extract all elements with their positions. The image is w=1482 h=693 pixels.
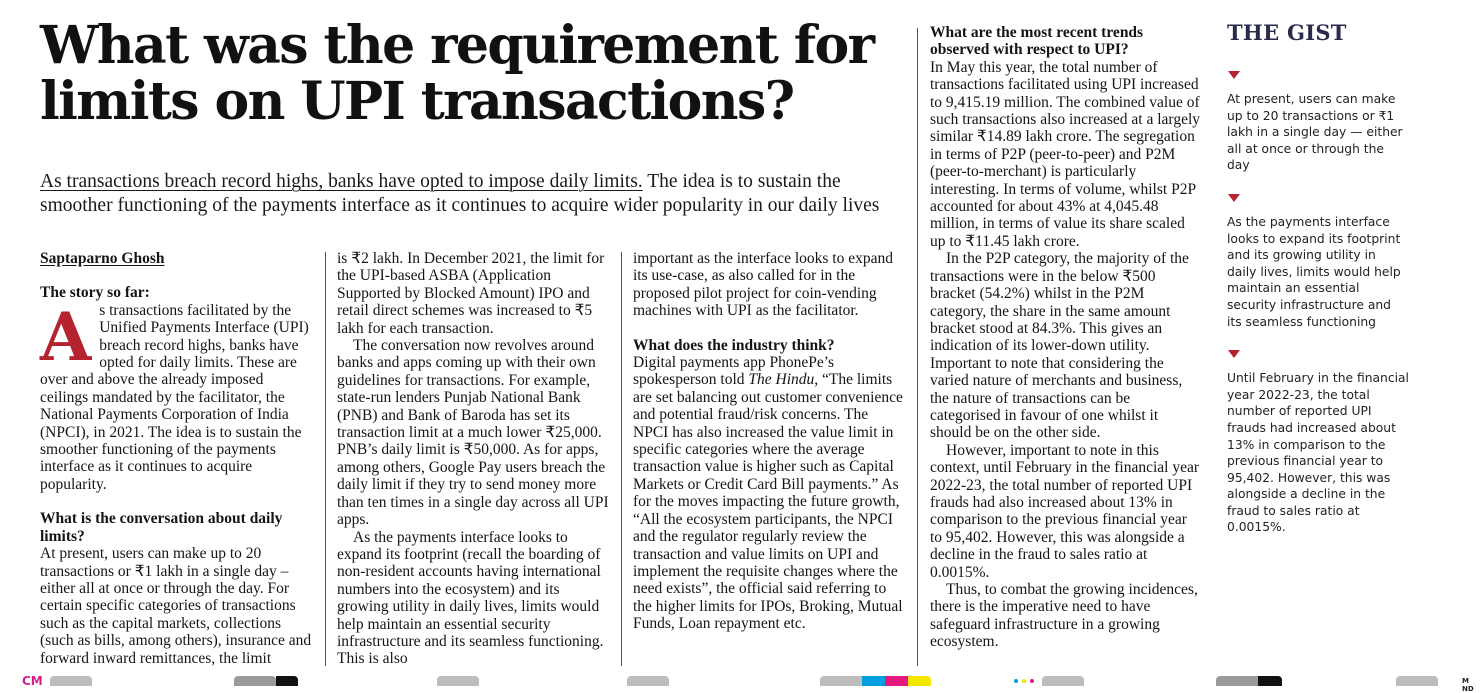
column-2 [337,250,609,668]
paragraph: Thus, to combat the growing incidences, there is the imperative need to have safeguard infrastructure in a growing ecosystem. [930,581,1198,651]
column-4 [930,24,1202,651]
section-heading-daily-limits: What is the conversation about daily limits? [40,510,283,545]
byline[interactable]: Saptaparno Ghosh [40,250,165,267]
print-swatch [1216,676,1258,686]
column-divider [621,252,622,666]
paragraph [633,354,905,633]
edition-mark-label: M ND [1462,677,1474,693]
print-swatch [1042,676,1084,686]
print-swatch-yellow [908,676,931,686]
paragraph: The conversation now revolves around banks and apps coming up with their own guidelines for transactions. For example, state-run lenders Punjab National Bank (PNB) and Bank of Baroda has set its transaction limit at a much lower ₹25,000. PNB’s daily limit is ₹50,000. As for apps, among others, Google Pay users breach the daily limit if they try to send money more than ten times in a single day across all UPI apps. [337,337,609,529]
gist-item: At present, users can make up to 20 transactions or ₹1 lakh in a single day — either all at once or through the day [1227,92,1403,173]
registration-dot [1030,679,1034,683]
print-swatch [1258,676,1282,686]
paragraph: As the payments interface looks to expand its footprint (recall the boarding of non-resident accounts having international numbers into the ecosystem) and its growing utility in daily lives, limits would help maintain an essential security infrastructure and its seamless functioning. This is also [337,528,604,668]
gist-sidebar [1227,20,1409,556]
print-swatch-cyan [862,676,885,686]
column-divider [325,252,326,666]
registration-dot [1022,679,1026,683]
triangle-bullet-icon [1228,71,1240,79]
column-divider [917,28,918,666]
color-mark-label: CM [22,674,43,688]
gist-item: As the payments interface looks to expand its footprint and its growing utility in daily lives, limits would help maintain an essential security infrastructure and its seamless functioning [1227,214,1401,329]
intro-paragraph [40,297,314,493]
print-swatch [627,676,669,686]
paragraph-text: , “The limits are set balancing out customer convenience and potential fraud/risk concerns. The NPCI has also increased the value limit in specific categories where the average transaction value is higher such as Capital Markets or Credit Card Bill payments.” As for the moves impacting the future growth, “All the ecosystem participants, the NPCI and the regulator regularly review the transaction and value limits on UPI and implement the requisite changes where the need exists”, the official said referring to the higher limits for IPOs, Broking, Mutual Funds, Loan repayment etc. [633,371,903,633]
print-swatch [437,676,479,686]
print-swatch [50,676,92,686]
paragraph: However, important to note in this context, until February in the financial year 2022-23, the total number of reported UPI frauds had also increased about 13% in comparison to the previous financial year to 95,402. However, this was alongside a decline in the fraud to sales ratio at 0.0015%. [930,441,1200,581]
print-swatch [1396,676,1438,686]
standfirst-rest: The idea is to sustain the smoother functioning of the payments interface as it continues to acquire wider popularity in our daily lives [40,171,880,216]
paragraph-text: Digital payments app PhonePe’s spokesperson told [633,354,835,389]
gist-title: THE GIST [1227,20,1347,45]
paragraph: is ₹2 lakh. In December 2021, the limit for the UPI-based ASBA (Application Supported by Blocked Amount) IPO and retail direct schemes was increased to ₹5 lakh for each transaction. [337,250,605,337]
section-heading-industry: What does the industry think? [633,336,835,354]
triangle-bullet-icon [1228,350,1240,358]
print-swatch [234,676,276,686]
print-swatch [276,676,298,686]
standfirst-underlined: As transactions breach record highs, banks have opted to impose daily limits. [40,171,643,192]
print-swatch [820,676,862,686]
intro-text: s transactions facilitated by the Unified Payments Interface (UPI) breach record highs, banks have opted for daily limits. These are over and above the already imposed ceilings mandated by the facilitator, the National Payments Corporation of India (NPCI), in 2021. The idea is to sustain the smoother functioning of the payments interface as it continues to acquire popularity. [40,301,309,493]
column-1 [40,250,314,667]
story-heading: The story so far: [40,284,150,302]
paragraph: important as the interface looks to expand its use-case, as also called for in the proposed pilot project for coin-vending machines with UPI as the facilitator. [633,250,893,320]
triangle-bullet-icon [1228,194,1240,202]
paragraph: In May this year, the total number of transactions facilitated using UPI increased to 9,415.19 million. The combined value of such transactions also increased at a largely similar ₹14.89 lakh crore. The segregation in terms of P2P (peer-to-peer) and P2M (peer-to-merchant) is particularly interesting. In terms of volume, whilst P2P accounted for about 43% at 4,045.48 million, in terms of value its share scaled up to ₹11.45 lakh crore. [930,58,1201,250]
dropcap: A [40,297,92,376]
publication-name: The Hindu [748,371,815,389]
standfirst [40,170,900,218]
headline: What was the requirement for limits on UPI transactions? [40,15,874,132]
paragraph: In the P2P category, the majority of the transactions were in the below ₹500 bracket (54.2%) whilst in the P2M category, the share in the same amount bracket stood at 84.3%. This gives an indication of its lower-down utility. Important to note that considering the varied nature of merchants and business, the nature of transactions can be categorised in favour of one whilst it should be on the other side. [930,250,1189,442]
print-swatch-magenta [885,676,908,686]
paragraph: At present, users can make up to 20 transactions or ₹1 lakh in a single day – either all at once or through the day. For certain specific categories of transactions such as the capital markets, collections (such as bills, among others), insurance and forward inward remittances, the limit [40,545,312,667]
column-3 [633,250,905,633]
gist-item: Until February in the financial year 2022-23, the total number of reported UPI frauds had increased about 13% in comparison to the previous financial year to 95,402. However, this was alongside a decline in the fraud to sales ratio at 0.0015%. [1227,371,1409,535]
section-heading-trends: What are the most recent trends observed with respect to UPI? [930,24,1144,59]
registration-dot [1014,679,1018,683]
